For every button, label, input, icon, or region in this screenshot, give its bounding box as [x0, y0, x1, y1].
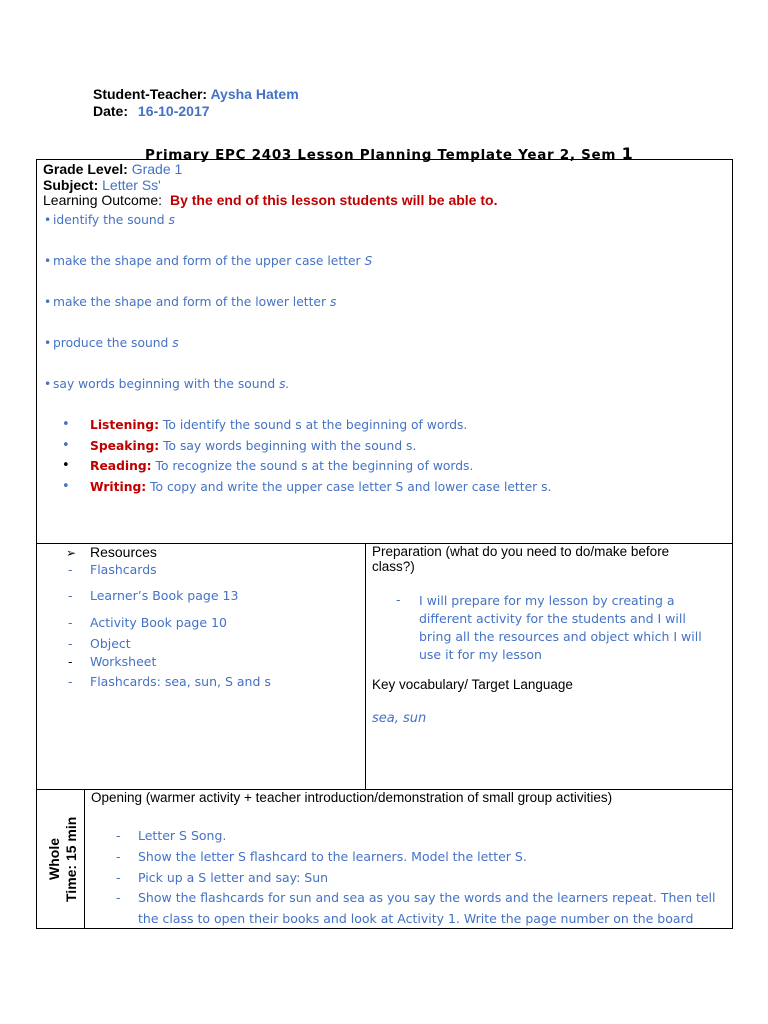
- objective-bullet: •: [44, 254, 52, 268]
- preparation-dash: -: [396, 592, 401, 607]
- skill-key: Listening:: [90, 418, 160, 432]
- preparation-line: different activity for the students and I will: [419, 611, 686, 626]
- objective-item: [44, 213, 175, 227]
- resource-item: [68, 636, 131, 651]
- opening-dash: -: [116, 870, 121, 885]
- skill-bullet: •: [62, 479, 70, 494]
- objective-bullet: •: [44, 295, 52, 309]
- grade-level-value: Grade 1: [131, 161, 183, 177]
- resource-text: Object: [90, 636, 131, 651]
- preparation-line: use it for my lesson: [419, 647, 542, 662]
- objective-emphasis: s: [329, 295, 337, 309]
- resource-item: [68, 562, 157, 577]
- resource-item: [68, 674, 271, 689]
- resources-heading: [66, 544, 157, 560]
- skill-text: To say words beginning with the sound s.: [163, 439, 417, 453]
- skill-key: Writing:: [90, 480, 147, 494]
- column-divider: [365, 543, 366, 789]
- objective-text: make the shape and form of the upper case letter: [53, 254, 365, 268]
- skill-bullet: •: [62, 458, 70, 473]
- skill-text: To identify the sound s at the beginning of words.: [162, 418, 468, 432]
- resource-dash: -: [68, 615, 73, 630]
- resources-heading-text: Resources: [90, 544, 157, 560]
- resource-item: [68, 654, 156, 669]
- time-label: [44, 816, 84, 912]
- date-line: [93, 103, 210, 119]
- subject-line: [43, 177, 161, 193]
- opening-dash: -: [116, 828, 121, 843]
- resource-item: [68, 615, 227, 630]
- learning-outcome-value: By the end of this lesson students will be able to.: [169, 192, 498, 208]
- objective-emphasis: s: [168, 213, 175, 227]
- opening-heading: Opening (warmer activity + teacher introduction/demonstration of small group activities): [91, 790, 613, 805]
- resource-text: Activity Book page 10: [90, 615, 227, 630]
- skill-text: To recognize the sound s at the beginning of words.: [155, 459, 474, 473]
- objective-text: say words beginning with the sound: [53, 377, 280, 391]
- resource-text: Flashcards: sea, sun, S and s: [90, 674, 271, 689]
- grade-level-line: [43, 161, 182, 177]
- objective-item: [44, 295, 336, 309]
- preparation-heading-line: class?): [372, 559, 415, 574]
- learning-outcome-line: [43, 192, 497, 208]
- resource-dash: -: [68, 636, 73, 651]
- objective-text: produce the sound: [53, 336, 173, 350]
- opening-text: Letter S Song.: [138, 828, 227, 843]
- skill-bullet: •: [62, 438, 70, 453]
- objective-emphasis: S: [364, 254, 373, 268]
- opening-text: Show the letter S flashcard to the learners. Model the letter S.: [138, 849, 527, 864]
- preparation-line: bring all the resources and object which I will: [419, 629, 702, 644]
- opening-text: Pick up a S letter and say: Sun: [138, 870, 329, 885]
- objective-bullet: •: [44, 377, 52, 391]
- key-vocabulary-value: sea, sun: [372, 711, 427, 726]
- resource-text: Worksheet: [90, 654, 157, 669]
- opening-text: the class to open their books and look at Activity 1. Write the page number on the board: [138, 911, 694, 926]
- opening-dash: -: [116, 890, 121, 905]
- objective-item: [44, 377, 289, 391]
- title-text: Primary EPC 2403 Lesson Planning Template Year 2, Sem: [145, 147, 622, 163]
- preparation-text: [419, 592, 702, 664]
- preparation-line: I will prepare for my lesson by creating a: [419, 593, 675, 608]
- learning-outcome-label: Learning Outcome:: [43, 192, 163, 208]
- student-teacher-name: Aysha Hatem: [210, 86, 299, 102]
- skill-bullet: •: [62, 417, 70, 432]
- resource-text: Flashcards: [90, 562, 157, 577]
- subject-label: Subject:: [43, 177, 99, 193]
- preparation-heading: [372, 544, 669, 574]
- whole-label: Whole: [46, 838, 62, 880]
- skill-key: Reading:: [90, 459, 152, 473]
- opening-dash: -: [116, 849, 121, 864]
- opening-text: Show the flashcards for sun and sea as you say the words and the learners repeat. Then tell: [138, 890, 716, 905]
- key-vocabulary-heading: Key vocabulary/ Target Language: [372, 677, 573, 692]
- arrow-icon: ➢: [66, 546, 77, 560]
- resource-text: Learner’s Book page 13: [90, 588, 239, 603]
- resource-dash: -: [68, 588, 73, 603]
- student-teacher-label: Student-Teacher:: [93, 86, 208, 102]
- objective-item: [44, 336, 179, 350]
- skill-text: To copy and write the upper case letter S and lower case letter s.: [150, 480, 552, 494]
- objective-item: [44, 254, 372, 268]
- objective-bullet: •: [44, 336, 52, 350]
- title-sem-number: 1: [621, 144, 634, 163]
- resource-item: [68, 588, 238, 603]
- date-label: Date:: [93, 103, 129, 119]
- skill-key: Speaking:: [90, 439, 160, 453]
- objective-text: make the shape and form of the lower letter: [53, 295, 330, 309]
- objective-emphasis: s.: [279, 377, 290, 391]
- objective-bullet: •: [44, 213, 52, 227]
- time-value: Time: 15 min: [63, 816, 79, 902]
- objective-emphasis: s: [172, 336, 179, 350]
- subject-value: Letter Ss': [102, 177, 161, 193]
- resource-dash: -: [68, 674, 73, 689]
- student-teacher-line: [93, 86, 299, 102]
- resource-dash: -: [68, 654, 73, 669]
- grade-level-label: Grade Level:: [43, 161, 128, 177]
- resource-dash: -: [68, 562, 73, 577]
- objective-text: identify the sound: [53, 213, 169, 227]
- preparation-heading-line: Preparation (what do you need to do/make before: [372, 544, 670, 559]
- side-column-divider: [84, 789, 85, 929]
- date-value: 16-10-2017: [137, 103, 210, 119]
